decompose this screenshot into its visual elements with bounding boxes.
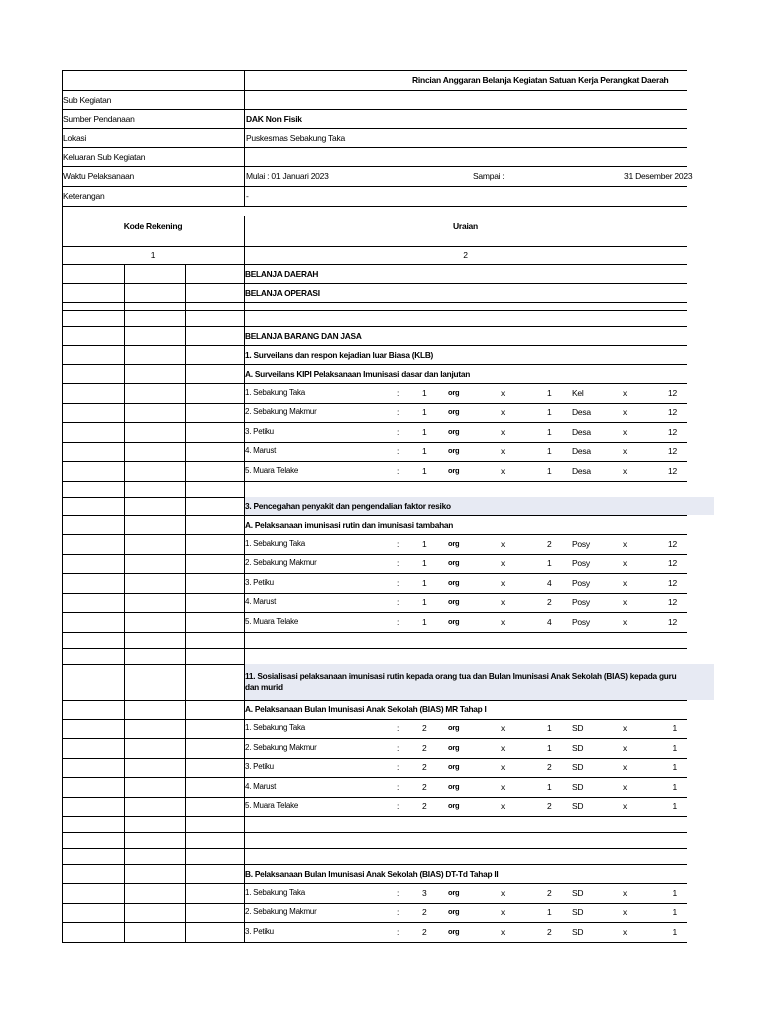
- item-times-2: x: [623, 446, 627, 457]
- row-divider: [62, 264, 687, 265]
- column-divider: [185, 264, 186, 942]
- item-qty-1: 2: [422, 801, 427, 812]
- item-times-1: x: [501, 597, 505, 608]
- item-qty-1: 2: [422, 762, 427, 773]
- info-label: Lokasi: [63, 132, 87, 143]
- item-times-1: x: [501, 558, 505, 569]
- item-unit-2: SD: [572, 926, 584, 937]
- item-times-2: x: [623, 781, 627, 792]
- item-times-2: x: [623, 801, 627, 812]
- item-separator: :: [397, 577, 400, 588]
- item-location: 5. Muara Telake: [245, 616, 299, 626]
- item-location: 2. Sebakung Makmur: [245, 558, 317, 568]
- row-divider: [62, 246, 687, 247]
- row-divider: [62, 422, 687, 423]
- item-qty-1: 2: [422, 781, 427, 792]
- item-location: 1. Sebakung Taka: [245, 723, 305, 733]
- item-qty-1: 2: [422, 723, 427, 734]
- row-divider: [62, 481, 687, 482]
- item-times-2: x: [623, 426, 627, 437]
- item-location: 4. Marust: [245, 781, 277, 791]
- item-qty-1: 1: [422, 577, 427, 588]
- column-divider: [244, 246, 245, 264]
- item-times-1: x: [501, 407, 505, 418]
- row-divider: [62, 310, 687, 311]
- row-divider: [62, 128, 687, 129]
- item-location: 2. Sebakung Makmur: [245, 907, 317, 917]
- item-qty-1: 1: [422, 465, 427, 476]
- item-location: 5. Muara Telake: [245, 465, 299, 475]
- row-divider: [62, 283, 687, 284]
- item-separator: :: [397, 762, 400, 773]
- item-qty-2: 2: [547, 801, 552, 812]
- item-separator: :: [397, 465, 400, 476]
- section-heading: BELANJA DAERAH: [245, 268, 319, 279]
- item-times-1: x: [501, 781, 505, 792]
- item-unit-1: org: [448, 446, 460, 456]
- item-location: 4. Marust: [245, 597, 277, 607]
- section-heading: A. Pelaksanaan imunisasi rutin dan imunisasi tambahan: [245, 519, 454, 530]
- item-unit-1: org: [448, 781, 460, 791]
- item-unit-1: org: [448, 616, 460, 626]
- item-times-2: x: [623, 762, 627, 773]
- item-unit-2: SD: [572, 907, 584, 918]
- kode-rekening-header: Kode Rekening: [123, 221, 183, 231]
- item-qty-2: 1: [547, 723, 552, 734]
- item-qty-3: 12: [668, 465, 677, 476]
- row-divider: [62, 883, 687, 884]
- row-divider: [62, 461, 687, 462]
- item-separator: :: [397, 407, 400, 418]
- uraian-header: Uraian: [453, 221, 478, 231]
- row-divider: [62, 648, 687, 649]
- item-separator: :: [397, 742, 400, 753]
- item-location: 3. Petiku: [245, 762, 274, 772]
- item-unit-1: org: [448, 426, 460, 436]
- item-unit-2: SD: [572, 762, 584, 773]
- item-qty-2: 1: [547, 558, 552, 569]
- item-location: 1. Sebakung Taka: [245, 887, 305, 897]
- item-times-1: x: [501, 426, 505, 437]
- item-times-2: x: [623, 887, 627, 898]
- item-unit-1: org: [448, 465, 460, 475]
- item-qty-3: 12: [668, 558, 677, 569]
- row-divider: [62, 326, 687, 327]
- item-separator: :: [397, 387, 400, 398]
- item-times-2: x: [623, 723, 627, 734]
- item-unit-2: Desa: [572, 465, 591, 476]
- item-unit-2: SD: [572, 801, 584, 812]
- column-divider: [62, 246, 63, 264]
- column-divider: [124, 264, 125, 942]
- item-qty-2: 2: [547, 887, 552, 898]
- item-times-2: x: [623, 597, 627, 608]
- item-times-2: x: [623, 616, 627, 627]
- section-heading: 1. Surveilans dan respon kejadian luar Biasa (KLB): [245, 349, 434, 360]
- item-qty-3: 1: [672, 723, 677, 734]
- item-unit-2: SD: [572, 887, 584, 898]
- row-divider: [62, 554, 687, 555]
- item-unit-1: org: [448, 762, 460, 772]
- row-divider: [62, 632, 687, 633]
- column-divider: [244, 264, 245, 942]
- item-location: 2. Sebakung Makmur: [245, 407, 317, 417]
- item-times-2: x: [623, 407, 627, 418]
- row-divider: [62, 109, 687, 110]
- row-divider: [62, 573, 687, 574]
- item-location: 1. Sebakung Taka: [245, 538, 305, 548]
- item-qty-2: 2: [547, 926, 552, 937]
- item-qty-1: 1: [422, 558, 427, 569]
- left-border: [62, 264, 63, 942]
- item-qty-1: 3: [422, 887, 427, 898]
- item-times-1: x: [501, 762, 505, 773]
- row-divider: [62, 403, 687, 404]
- row-divider: [62, 758, 687, 759]
- info-label: Waktu Pelaksanaan: [63, 171, 135, 181]
- info-label: Keluaran Sub Kegiatan: [63, 151, 146, 162]
- item-qty-3: 12: [668, 616, 677, 627]
- item-times-2: x: [623, 465, 627, 476]
- item-qty-3: 12: [668, 387, 677, 398]
- item-unit-2: Posy: [572, 616, 590, 627]
- item-location: 2. Sebakung Makmur: [245, 742, 317, 752]
- item-unit-2: SD: [572, 723, 584, 734]
- section-heading: 11. Sosialisasi pelaksanaan imunisasi rutin kepada orang tua dan Bulan Imunisasi Anak Sekolah (BIAS) kepada guru dan murid: [245, 670, 677, 692]
- item-qty-1: 1: [422, 387, 427, 398]
- item-qty-2: 1: [547, 907, 552, 918]
- section-heading: A. Pelaksanaan Bulan Imunisasi Anak Sekolah (BIAS) MR Tahap I: [245, 704, 487, 714]
- item-unit-2: Desa: [572, 446, 591, 457]
- row-divider: [62, 345, 687, 346]
- item-location: 3. Petiku: [245, 426, 274, 436]
- section-heading: A. Surveilans KIPI Pelaksanaan Imunisasi dasar dan lanjutan: [245, 368, 471, 379]
- row-divider: [62, 922, 687, 923]
- item-qty-1: 2: [422, 926, 427, 937]
- info-label: Keterangan: [63, 191, 105, 201]
- item-unit-1: org: [448, 907, 460, 917]
- item-unit-1: org: [448, 387, 460, 397]
- section-heading: 3. Pencegahan penyakit dan pengendalian faktor resiko: [245, 500, 451, 511]
- item-qty-1: 1: [422, 597, 427, 608]
- item-unit-1: org: [448, 538, 460, 548]
- item-separator: :: [397, 801, 400, 812]
- item-qty-3: 1: [672, 801, 677, 812]
- item-qty-1: 2: [422, 907, 427, 918]
- row-divider: [62, 700, 687, 701]
- item-location: 4. Marust: [245, 446, 277, 456]
- row-divider: [62, 206, 687, 207]
- item-qty-1: 1: [422, 426, 427, 437]
- item-qty-3: 12: [668, 538, 677, 549]
- info-value: Puskesmas Sebakung Taka: [246, 132, 345, 143]
- item-qty-3: 12: [668, 577, 677, 588]
- item-times-1: x: [501, 926, 505, 937]
- item-unit-1: org: [448, 723, 460, 733]
- item-qty-2: 1: [547, 742, 552, 753]
- item-times-1: x: [501, 387, 505, 398]
- item-unit-1: org: [448, 887, 460, 897]
- item-qty-2: 2: [547, 538, 552, 549]
- info-label: Sub Kegiatan: [63, 94, 112, 105]
- row-divider: [62, 166, 687, 167]
- item-qty-1: 1: [422, 446, 427, 457]
- item-qty-3: 12: [668, 407, 677, 418]
- row-divider: [62, 942, 687, 943]
- item-location: 5. Muara Telake: [245, 801, 299, 811]
- column-number-1: 1: [150, 250, 156, 260]
- column-number-2: 2: [463, 250, 468, 260]
- info-value: Mulai : 01 Januari 2023: [246, 171, 329, 181]
- item-separator: :: [397, 887, 400, 898]
- until-label: Sampai :: [473, 171, 505, 181]
- item-unit-2: Desa: [572, 407, 591, 418]
- item-times-1: x: [501, 723, 505, 734]
- item-qty-3: 12: [668, 446, 677, 457]
- item-qty-3: 1: [672, 742, 677, 753]
- row-divider: [62, 147, 687, 148]
- item-qty-2: 1: [547, 407, 552, 418]
- item-times-2: x: [623, 387, 627, 398]
- item-qty-2: 1: [547, 781, 552, 792]
- info-value: -: [246, 191, 249, 201]
- item-qty-2: 4: [547, 577, 552, 588]
- item-unit-2: SD: [572, 781, 584, 792]
- item-times-2: x: [623, 926, 627, 937]
- item-separator: :: [397, 446, 400, 457]
- row-divider: [62, 534, 687, 535]
- item-qty-2: 1: [547, 465, 552, 476]
- item-times-1: x: [501, 616, 505, 627]
- item-qty-2: 4: [547, 616, 552, 627]
- row-divider: [62, 593, 687, 594]
- item-separator: :: [397, 723, 400, 734]
- row-divider: [62, 612, 687, 613]
- row-divider: [62, 816, 687, 817]
- item-times-2: x: [623, 907, 627, 918]
- row-divider: [62, 515, 687, 516]
- item-times-1: x: [501, 577, 505, 588]
- item-qty-2: 1: [547, 426, 552, 437]
- section-heading: BELANJA BARANG DAN JASA: [245, 330, 362, 341]
- section-heading: BELANJA OPERASI: [245, 287, 320, 298]
- item-times-1: x: [501, 538, 505, 549]
- item-separator: :: [397, 907, 400, 918]
- item-qty-3: 1: [672, 926, 677, 937]
- item-qty-2: 2: [547, 597, 552, 608]
- item-qty-3: 1: [672, 907, 677, 918]
- item-separator: :: [397, 558, 400, 569]
- item-unit-1: org: [448, 742, 460, 752]
- row-divider: [62, 797, 687, 798]
- item-unit-2: Posy: [572, 538, 590, 549]
- item-separator: :: [397, 926, 400, 937]
- item-unit-1: org: [448, 558, 460, 568]
- item-qty-3: 1: [672, 781, 677, 792]
- item-location: 3. Petiku: [245, 926, 274, 936]
- item-times-2: x: [623, 742, 627, 753]
- info-value: DAK Non Fisik: [246, 113, 302, 124]
- item-location: 3. Petiku: [245, 577, 274, 587]
- item-qty-1: 2: [422, 742, 427, 753]
- item-times-1: x: [501, 907, 505, 918]
- item-qty-2: 1: [547, 387, 552, 398]
- item-times-2: x: [623, 538, 627, 549]
- item-qty-1: 1: [422, 407, 427, 418]
- item-separator: :: [397, 538, 400, 549]
- item-qty-3: 12: [668, 597, 677, 608]
- item-qty-1: 1: [422, 616, 427, 627]
- item-unit-2: Kel: [572, 387, 584, 398]
- row-divider: [62, 848, 687, 849]
- item-qty-2: 1: [547, 446, 552, 457]
- item-times-1: x: [501, 446, 505, 457]
- row-divider: [62, 90, 687, 91]
- row-divider: [62, 738, 687, 739]
- item-unit-1: org: [448, 597, 460, 607]
- item-unit-1: org: [448, 577, 460, 587]
- row-divider: [62, 832, 687, 833]
- item-qty-2: 2: [547, 762, 552, 773]
- item-unit-2: Posy: [572, 597, 590, 608]
- item-times-1: x: [501, 742, 505, 753]
- item-unit-2: Posy: [572, 577, 590, 588]
- row-divider: [62, 383, 687, 384]
- row-divider: [62, 903, 687, 904]
- item-location: 1. Sebakung Taka: [245, 387, 305, 397]
- item-qty-1: 1: [422, 538, 427, 549]
- row-divider: [62, 442, 687, 443]
- item-separator: :: [397, 781, 400, 792]
- row-divider: [62, 364, 687, 365]
- item-unit-2: Posy: [572, 558, 590, 569]
- info-label: Sumber Pendanaan: [63, 113, 135, 124]
- until-value: 31 Desember 2023: [624, 171, 693, 181]
- item-times-1: x: [501, 801, 505, 812]
- item-times-1: x: [501, 465, 505, 476]
- item-times-1: x: [501, 887, 505, 898]
- item-separator: :: [397, 426, 400, 437]
- item-separator: :: [397, 597, 400, 608]
- item-unit-1: org: [448, 801, 460, 811]
- item-unit-1: org: [448, 407, 460, 417]
- row-divider: [62, 777, 687, 778]
- row-divider: [62, 719, 687, 720]
- item-qty-3: 1: [672, 887, 677, 898]
- row-divider: [62, 186, 687, 187]
- item-times-2: x: [623, 577, 627, 588]
- item-unit-2: Desa: [572, 426, 591, 437]
- sheet-title: Rincian Anggaran Belanja Kegiatan Satuan Kerja Perangkat Daerah: [412, 75, 669, 85]
- sheet-top-border: [62, 70, 687, 71]
- item-qty-3: 1: [672, 762, 677, 773]
- item-unit-2: SD: [572, 742, 584, 753]
- section-heading: B. Pelaksanaan Bulan Imunisasi Anak Sekolah (BIAS) DT-Td Tahap II: [245, 868, 499, 879]
- item-qty-3: 12: [668, 426, 677, 437]
- row-divider: [62, 302, 687, 303]
- item-times-2: x: [623, 558, 627, 569]
- row-divider: [62, 864, 687, 865]
- item-separator: :: [397, 616, 400, 627]
- item-unit-1: org: [448, 926, 460, 936]
